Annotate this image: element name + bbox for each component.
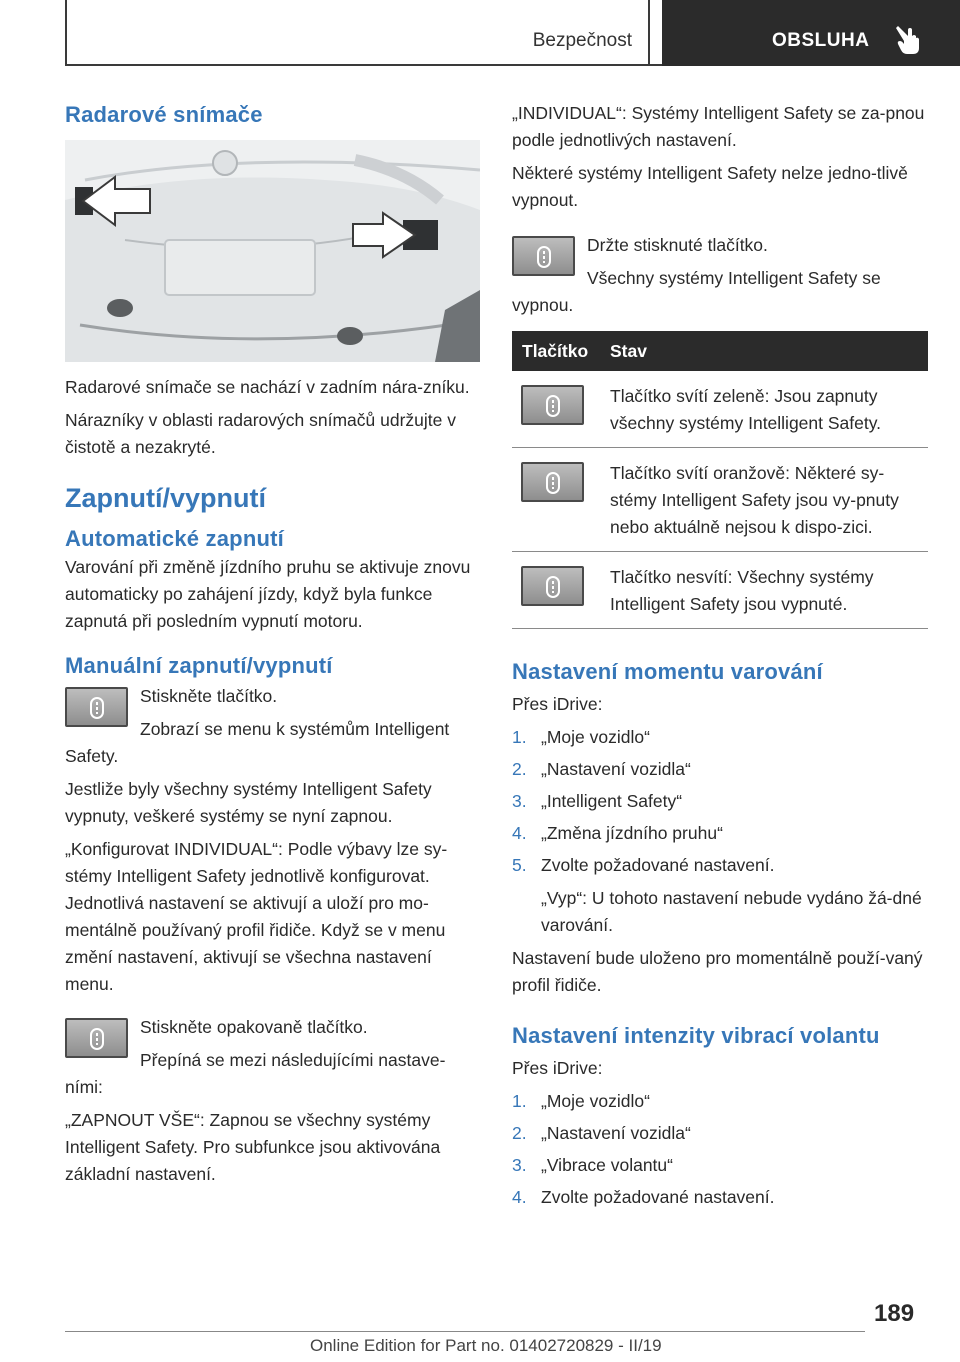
list-item: 1. „Moje vozidlo“ [512, 727, 650, 747]
instruction-press-button: Stiskněte tlačítko. [140, 686, 278, 706]
paragraph-individual: „INDIVIDUAL“: Systémy Intelligent Safety se za-pnou podle jednotlivých nastavení. [512, 103, 925, 150]
paragraph-via-idrive: Přes iDrive: [512, 1058, 603, 1078]
table-cell-state: Tlačítko nesvítí: Všechny systémy Intelligent Safety jsou vypnuté. [600, 552, 928, 629]
table-header-state: Stav [600, 331, 928, 371]
intelligent-safety-button-icon [65, 1018, 128, 1058]
table-header-row [512, 331, 928, 371]
header-section-box [65, 0, 650, 66]
intelligent-safety-button-icon [512, 236, 575, 276]
intelligent-safety-button-icon [65, 687, 128, 727]
steps-vibration [512, 1088, 928, 1211]
heading-on-off: Zapnutí/vypnutí [65, 483, 266, 513]
table-row [512, 371, 928, 448]
header-chapter-label: OBSLUHA [772, 30, 870, 51]
instruction-menu-shown: Zobrazí se menu k systémům Intelligent Safety. [65, 719, 450, 766]
header-section-title: Bezpečnost [532, 30, 632, 51]
paragraph-radar-location: Radarové snímače se nachází v zadním nára-zníku. [65, 377, 470, 397]
left-column [65, 96, 480, 1194]
paragraph-saved-profile: Nastavení bude uloženo pro momentálně použí-vaný profil řidiče. [512, 948, 923, 995]
instruction-hold-button: Držte stisknuté tlačítko. [587, 235, 768, 255]
list-item: 2. „Nastavení vozidla“ [512, 759, 691, 779]
list-item: 5. Zvolte požadované nastavení. [512, 855, 775, 875]
paragraph-via-idrive: Přes iDrive: [512, 694, 603, 714]
list-item: 4. „Změna jízdního pruhu“ [512, 823, 723, 843]
paragraph-cannot-disable: Některé systémy Intelligent Safety nelze jedno-tlivě vypnout. [512, 163, 908, 210]
list-item: 4. Zvolte požadované nastavení. [512, 1187, 775, 1207]
heading-radar-sensors: Radarové snímače [65, 102, 263, 127]
intelligent-safety-button-icon [521, 385, 584, 425]
steps-warning-timing [512, 724, 928, 879]
instruction-toggles-settings: Přepíná se mezi následujícími nastave-ními: [65, 1050, 446, 1097]
paragraph-all-switched-on: Jestliže byly všechny systémy Intelligent Safety vypnuty, veškeré systémy se nyní zapnou. [65, 779, 432, 826]
heading-automatic-on: Automatické zapnutí [65, 526, 284, 551]
list-item: 1. „Moje vozidlo“ [512, 1091, 650, 1111]
footer-rule [65, 1331, 865, 1332]
pointing-hand-icon [895, 24, 921, 56]
car-rear-bumper-photo [65, 140, 480, 362]
footer-edition: Online Edition for Part no. 01402720829 - II/19 [310, 1336, 662, 1355]
instruction-press-repeatedly: Stiskněte opakovaně tlačítko. [140, 1017, 368, 1037]
page-number: 189 [874, 1300, 915, 1327]
paragraph-all-on: „ZAPNOUT VŠE“: Zapnou se všechny systémy Intelligent Safety. Pro subfunkce jsou aktivována základní nastavení. [65, 1110, 441, 1184]
table-cell-state: Tlačítko svítí zeleně: Jsou zapnuty všechny systémy Intelligent Safety. [600, 371, 928, 448]
list-item: 2. „Nastavení vozidla“ [512, 1123, 691, 1143]
header-chapter-tab [662, 0, 960, 66]
intelligent-safety-button-icon [521, 566, 584, 606]
button-status-table [512, 331, 928, 629]
heading-manual-on-off: Manuální zapnutí/vypnutí [65, 653, 333, 678]
heading-vibration-intensity: Nastavení intenzity vibrací volantu [512, 1023, 880, 1048]
right-column [512, 100, 928, 1217]
paragraph-keep-clean: Nárazníky v oblasti radarových snímačů udržujte v čistotě a nezakryté. [65, 410, 456, 457]
intelligent-safety-button-icon [521, 462, 584, 502]
table-header-button: Tlačítko [512, 331, 600, 371]
list-item: 3. „Intelligent Safety“ [512, 791, 683, 811]
list-item: 3. „Vibrace volantu“ [512, 1155, 673, 1175]
paragraph-automatic-on: Varování při změně jízdního pruhu se aktivuje znovu automaticky po zahájení jízdy, když byla funkce zapnutá při posledním vypnutí motoru. [65, 557, 471, 631]
table-row [512, 552, 928, 629]
heading-warning-timing: Nastavení momentu varování [512, 659, 823, 684]
table-cell-state: Tlačítko svítí oranžově: Některé sy-stémy Intelligent Safety jsou vy-pnuty nebo aktuálně nejsou k dispo-zici. [600, 448, 928, 552]
table-row [512, 448, 928, 552]
paragraph-off-note: „Vyp“: U tohoto nastavení nebude vydáno žá-dné varování. [541, 888, 922, 935]
paragraph-configure-individual: „Konfigurovat INDIVIDUAL“: Podle výbavy lze sy-stémy Intelligent Safety jednotlivě konfigurovat. Jednotlivá nastavení se aktivují a uloží pro mo-mentálně používaný profil řidiče. Když se v menu změní nastavení, aktivují se všechna nastavení menu. [65, 839, 448, 994]
instruction-all-off: Všechny systémy Intelligent Safety se vypnou. [512, 268, 881, 315]
